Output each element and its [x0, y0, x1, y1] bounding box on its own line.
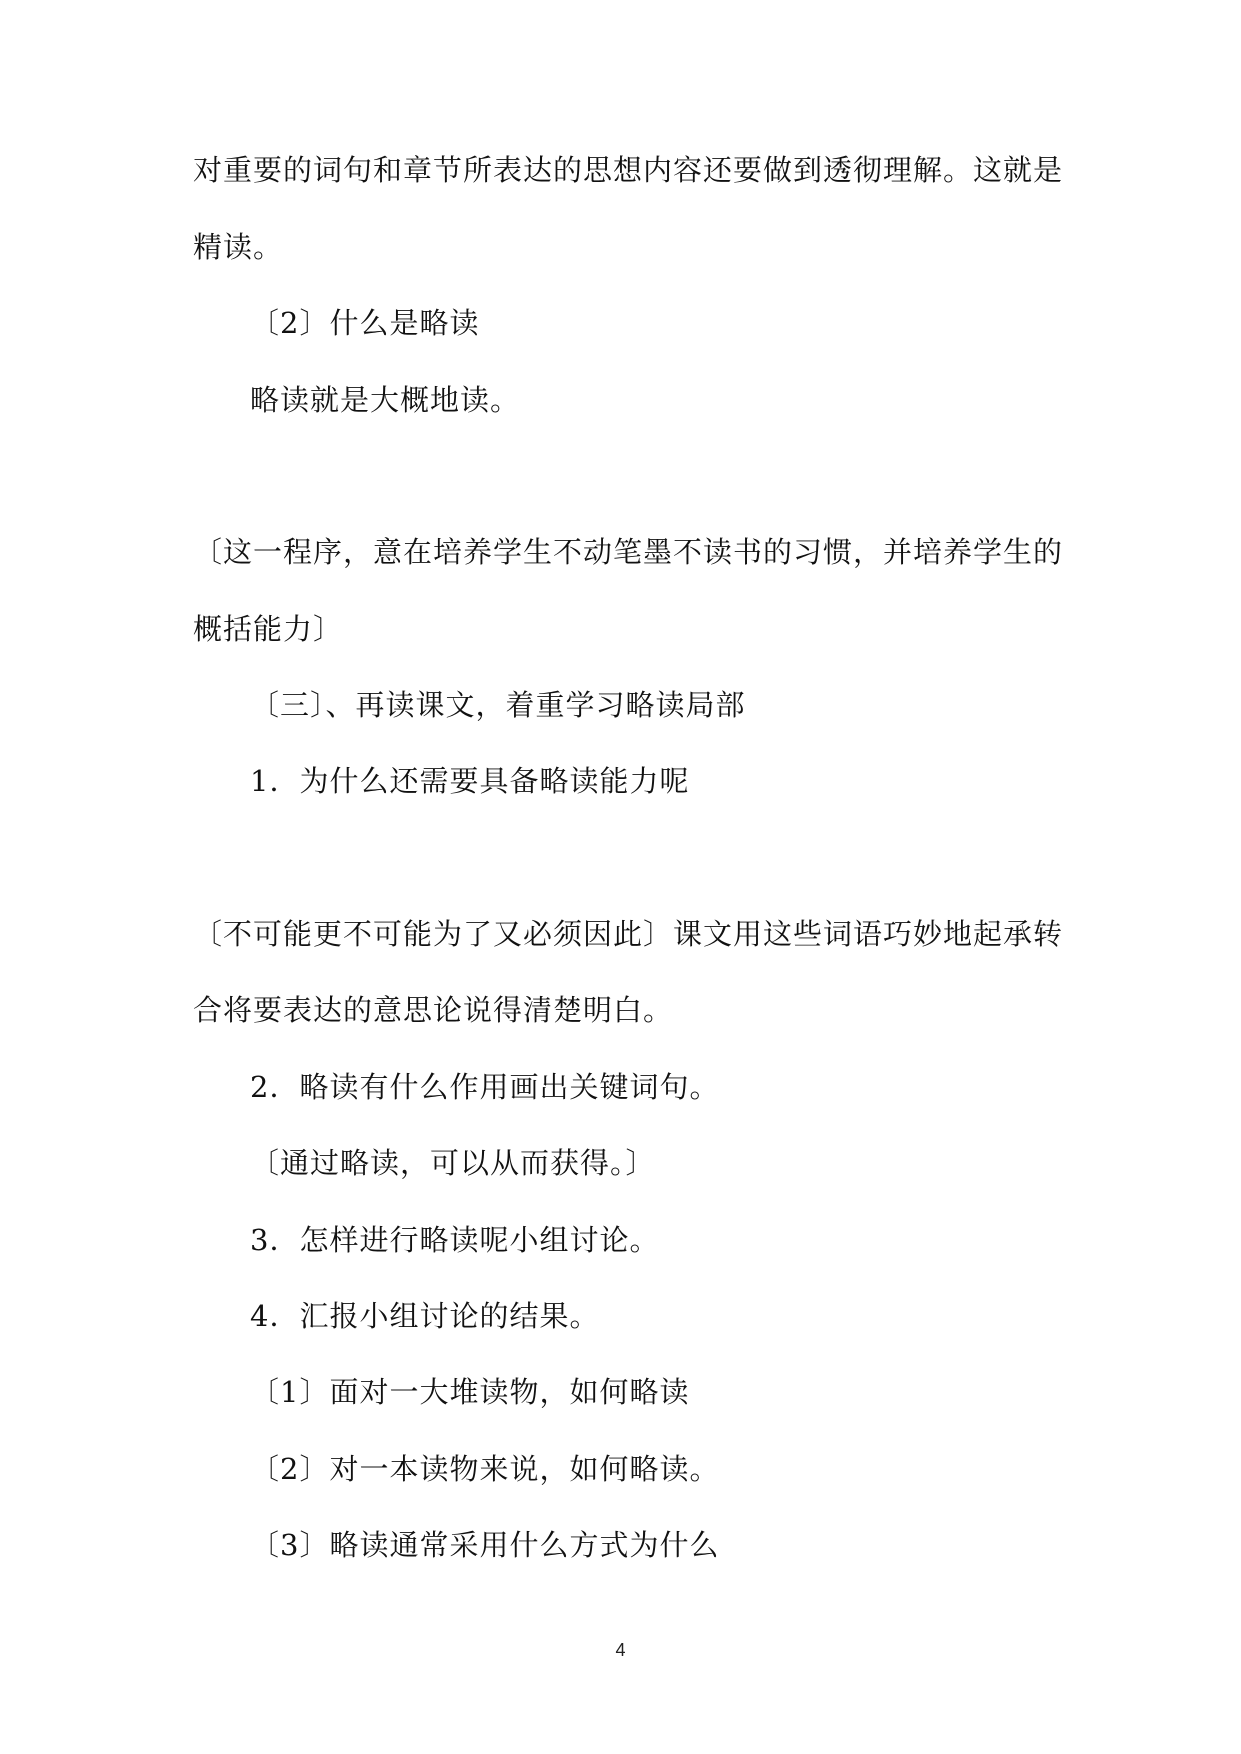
text-line-6: 概括能力〕 — [193, 612, 344, 646]
text-line-3: 〔2〕什么是略读 — [250, 306, 480, 340]
text-line-13: 3．怎样进行略读呢小组讨论。 — [250, 1223, 660, 1257]
text-line-11: 2．略读有什么作用画出关键词句。 — [250, 1070, 720, 1104]
text-line-16: 〔2〕对一本读物来说，如何略读。 — [250, 1452, 720, 1486]
text-line-17: 〔3〕略读通常采用什么方式为什么 — [250, 1528, 720, 1562]
page-number: 4 — [615, 1640, 626, 1660]
text-line-2: 精读。 — [193, 230, 284, 264]
text-line-7: 〔三〕、再读课文，着重学习略读局部 — [250, 688, 746, 722]
text-line-14: 4．汇报小组讨论的结果。 — [250, 1299, 600, 1333]
text-line-15: 〔1〕面对一大堆读物，如何略读 — [250, 1375, 690, 1409]
text-line-12: 〔通过略读，可以从而获得。〕 — [250, 1146, 656, 1180]
text-line-5: 〔这一程序，意在培养学生不动笔墨不读书的习惯，并培养学生的 — [193, 535, 1064, 569]
text-line-9: 〔不可能更不可能为了又必须因此〕课文用这些词语巧妙地起承转 — [193, 917, 1064, 951]
text-line-10: 合将要表达的意思论说得清楚明白。 — [193, 993, 674, 1027]
text-line-8: 1．为什么还需要具备略读能力呢 — [250, 764, 690, 798]
text-line-4: 略读就是大概地读。 — [250, 383, 521, 417]
text-line-1: 对重要的词句和章节所表达的思想内容还要做到透彻理解。这就是 — [193, 153, 1064, 187]
